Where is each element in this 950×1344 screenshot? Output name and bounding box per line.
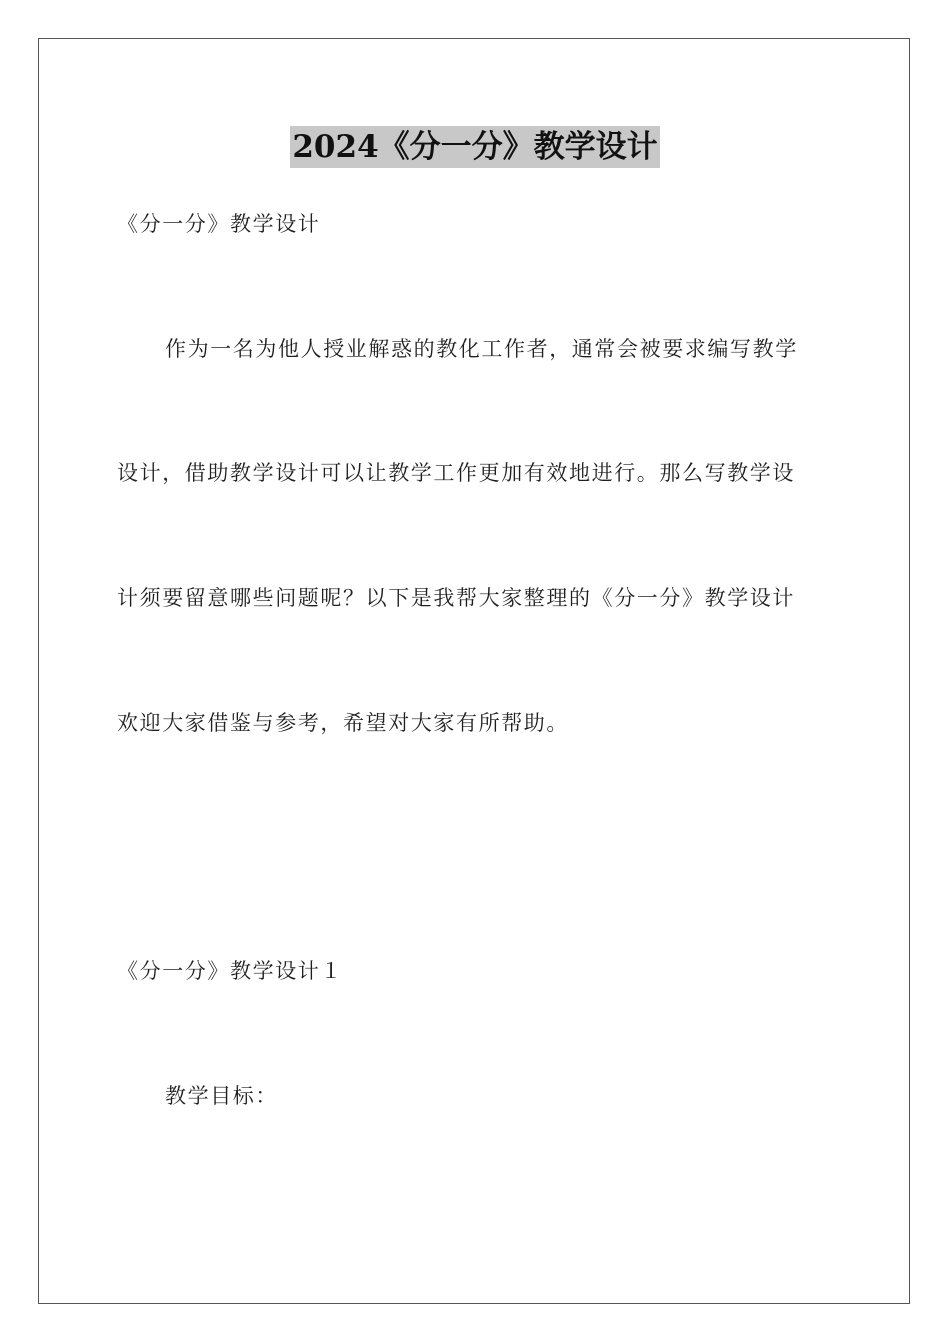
title-container xyxy=(0,126,950,168)
section-heading: 《分一分》教学设计１ xyxy=(117,959,343,983)
document-title: 2024《分一分》教学设计 xyxy=(290,126,659,168)
objectives-label: 教学目标： xyxy=(165,1084,278,1108)
intro-line-1: 作为一名为他人授业解惑的教化工作者，通常会被要求编写教学 xyxy=(165,337,798,361)
intro-line-4: 欢迎大家借鉴与参考，希望对大家有所帮助。 xyxy=(117,711,569,735)
intro-line-2: 设计，借助教学设计可以让教学工作更加有效地进行。那么写教学设 xyxy=(117,461,795,485)
document-subtitle: 《分一分》教学设计 xyxy=(117,212,321,236)
intro-line-3: 计须要留意哪些问题呢？以下是我帮大家整理的《分一分》教学设计 xyxy=(117,586,795,610)
